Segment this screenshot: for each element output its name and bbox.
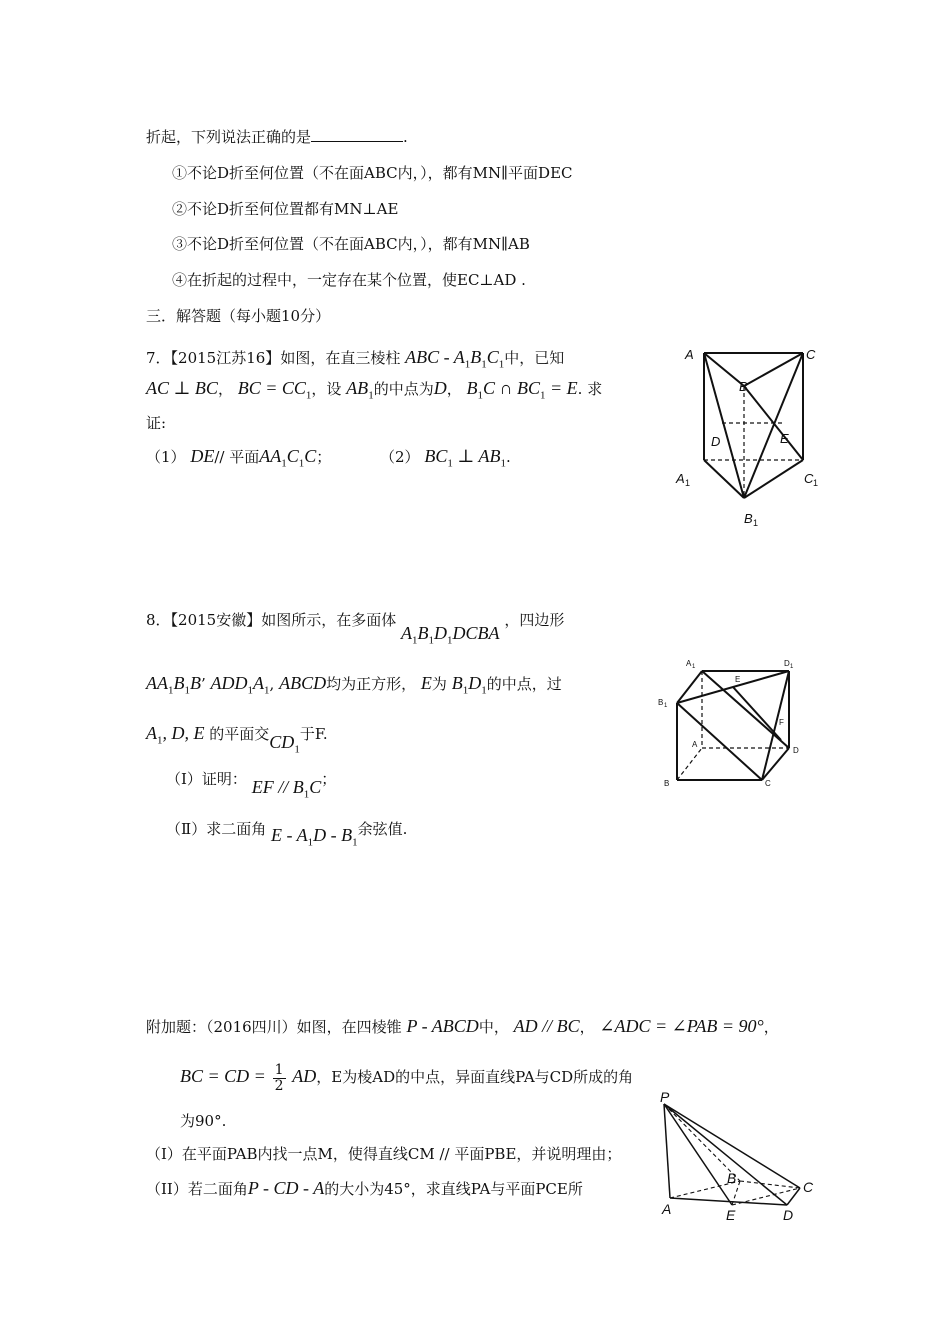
label-B1-sub: 1	[753, 518, 759, 528]
answer-blank[interactable]	[311, 127, 403, 142]
label-C: C	[765, 779, 771, 788]
label-C1: C	[804, 471, 814, 486]
edge-ba	[677, 748, 702, 780]
q6-option-3: ③不论D折至何位置（不在面ABC内，），都有MN∥AB	[172, 235, 530, 253]
label-P: P	[660, 1089, 670, 1105]
q7-line-1: 7．【2015江苏16】如图，在直三棱柱 ABC - $A_1B_1C_1$中，已知	[146, 347, 565, 371]
pyramid-figure	[650, 1088, 825, 1228]
q6-option-4: ④在折起的过程中，一定存在某个位置，使EC⊥AD .	[172, 271, 526, 289]
label-D: D	[711, 434, 721, 449]
edge-ab1	[704, 353, 744, 498]
label-C: C	[803, 1179, 814, 1195]
q8-line-3: $A_1$, D, E 的平面交$CD_1$于F.	[146, 723, 328, 756]
edge-b1c	[677, 703, 762, 780]
label-A1: A	[676, 471, 685, 486]
q7-part-2: （2） $BC_1$ ⊥ $AB_1$.	[380, 446, 511, 470]
label-C1-sub: 1	[813, 478, 819, 488]
label-F: F	[779, 718, 784, 727]
edge-b1a1	[677, 671, 702, 703]
section-heading: 三．解答题（每小题10分）	[146, 307, 331, 325]
q7-part-1: （1） DE// 平面$AA_1C_1C$；	[146, 446, 332, 470]
polyhedron-figure	[655, 655, 815, 795]
label-D1-sub: 1	[790, 664, 794, 670]
q6-intro: 折起，下列说法正确的是 .	[146, 128, 408, 146]
label-A: A	[662, 1201, 672, 1217]
edge-pd	[664, 1104, 787, 1205]
q8-part-2: （Ⅱ）求二面角 E - $A_1D - B_1$余弦值.	[166, 820, 408, 849]
label-B1: B	[658, 698, 664, 707]
edge-bc	[744, 353, 803, 386]
segment-ef	[733, 687, 781, 740]
prism-figure	[670, 340, 830, 535]
q7-line-3: 证:	[146, 414, 167, 432]
bonus-line-1: 附加题：（2016四川）如图，在四棱锥 P - ABCD中， AD // BC， ∠ADC = ∠PAB = 90°，	[146, 1016, 779, 1036]
edge-b1c1	[744, 460, 803, 498]
label-E: E	[780, 431, 789, 446]
label-B: B	[727, 1170, 737, 1186]
label-A: A	[685, 347, 694, 362]
label-E: E	[726, 1207, 736, 1223]
label-B1-sub: 1	[664, 703, 668, 709]
label-B: B	[739, 379, 748, 394]
label-A1: A	[686, 659, 692, 668]
edge-pe	[664, 1104, 732, 1205]
label-A: A	[692, 740, 698, 749]
label-A1-sub: 1	[692, 664, 696, 670]
label-B: B	[664, 779, 670, 788]
edge-cb1	[744, 353, 803, 498]
q6-option-2: ②不论D折至何位置都有MN⊥AE	[172, 200, 399, 218]
label-A1-sub: 1	[685, 478, 691, 488]
q6-option-1: ①不论D折至何位置（不在面ABC内，），都有MN∥平面DEC	[172, 164, 573, 182]
label-D1: D	[784, 659, 790, 668]
edge-pa	[664, 1104, 670, 1198]
label-E: E	[735, 675, 741, 684]
label-D: D	[793, 746, 799, 755]
fraction-one-half: $\frac{1}{2}$	[274, 1061, 284, 1094]
bonus-part-1: （I）在平面PAB内找一点M，使得直线CM // 平面PBE，并说明理由；	[146, 1145, 622, 1163]
label-C: C	[806, 347, 816, 362]
bonus-line-2: BC = CD = $\frac{1}{2}$ AD，E为棱AD的中点，异面直线PA与CD所成的角	[180, 1061, 634, 1094]
q8-line-1: 8．【2015安徽】如图所示，在多面体 $A_1B_1D_1DCBA$ ，四边形	[146, 611, 565, 647]
bonus-part-2: （II）若二面角P - CD - A的大小为45°，求直线PA与平面PCE所	[146, 1178, 583, 1198]
label-B1: B	[744, 511, 753, 526]
edge-ab	[704, 353, 744, 386]
q8-part-1: （Ⅰ）证明： EF // $B_1C$；	[166, 770, 337, 801]
q8-line-2: $AA_1B_1B$’ $ADD_1A_1$, ABCD均为正方形， E为 $B_1D_1$的中点，过	[146, 673, 562, 697]
label-D: D	[783, 1207, 794, 1223]
bonus-line-3: 为90°.	[180, 1112, 227, 1130]
q7-line-2: AC ⊥ BC， BC = $CC_1$，设 $AB_1$的中点为D， $B_1C$ ∩ $BC_1 = E$. 求	[146, 378, 603, 402]
